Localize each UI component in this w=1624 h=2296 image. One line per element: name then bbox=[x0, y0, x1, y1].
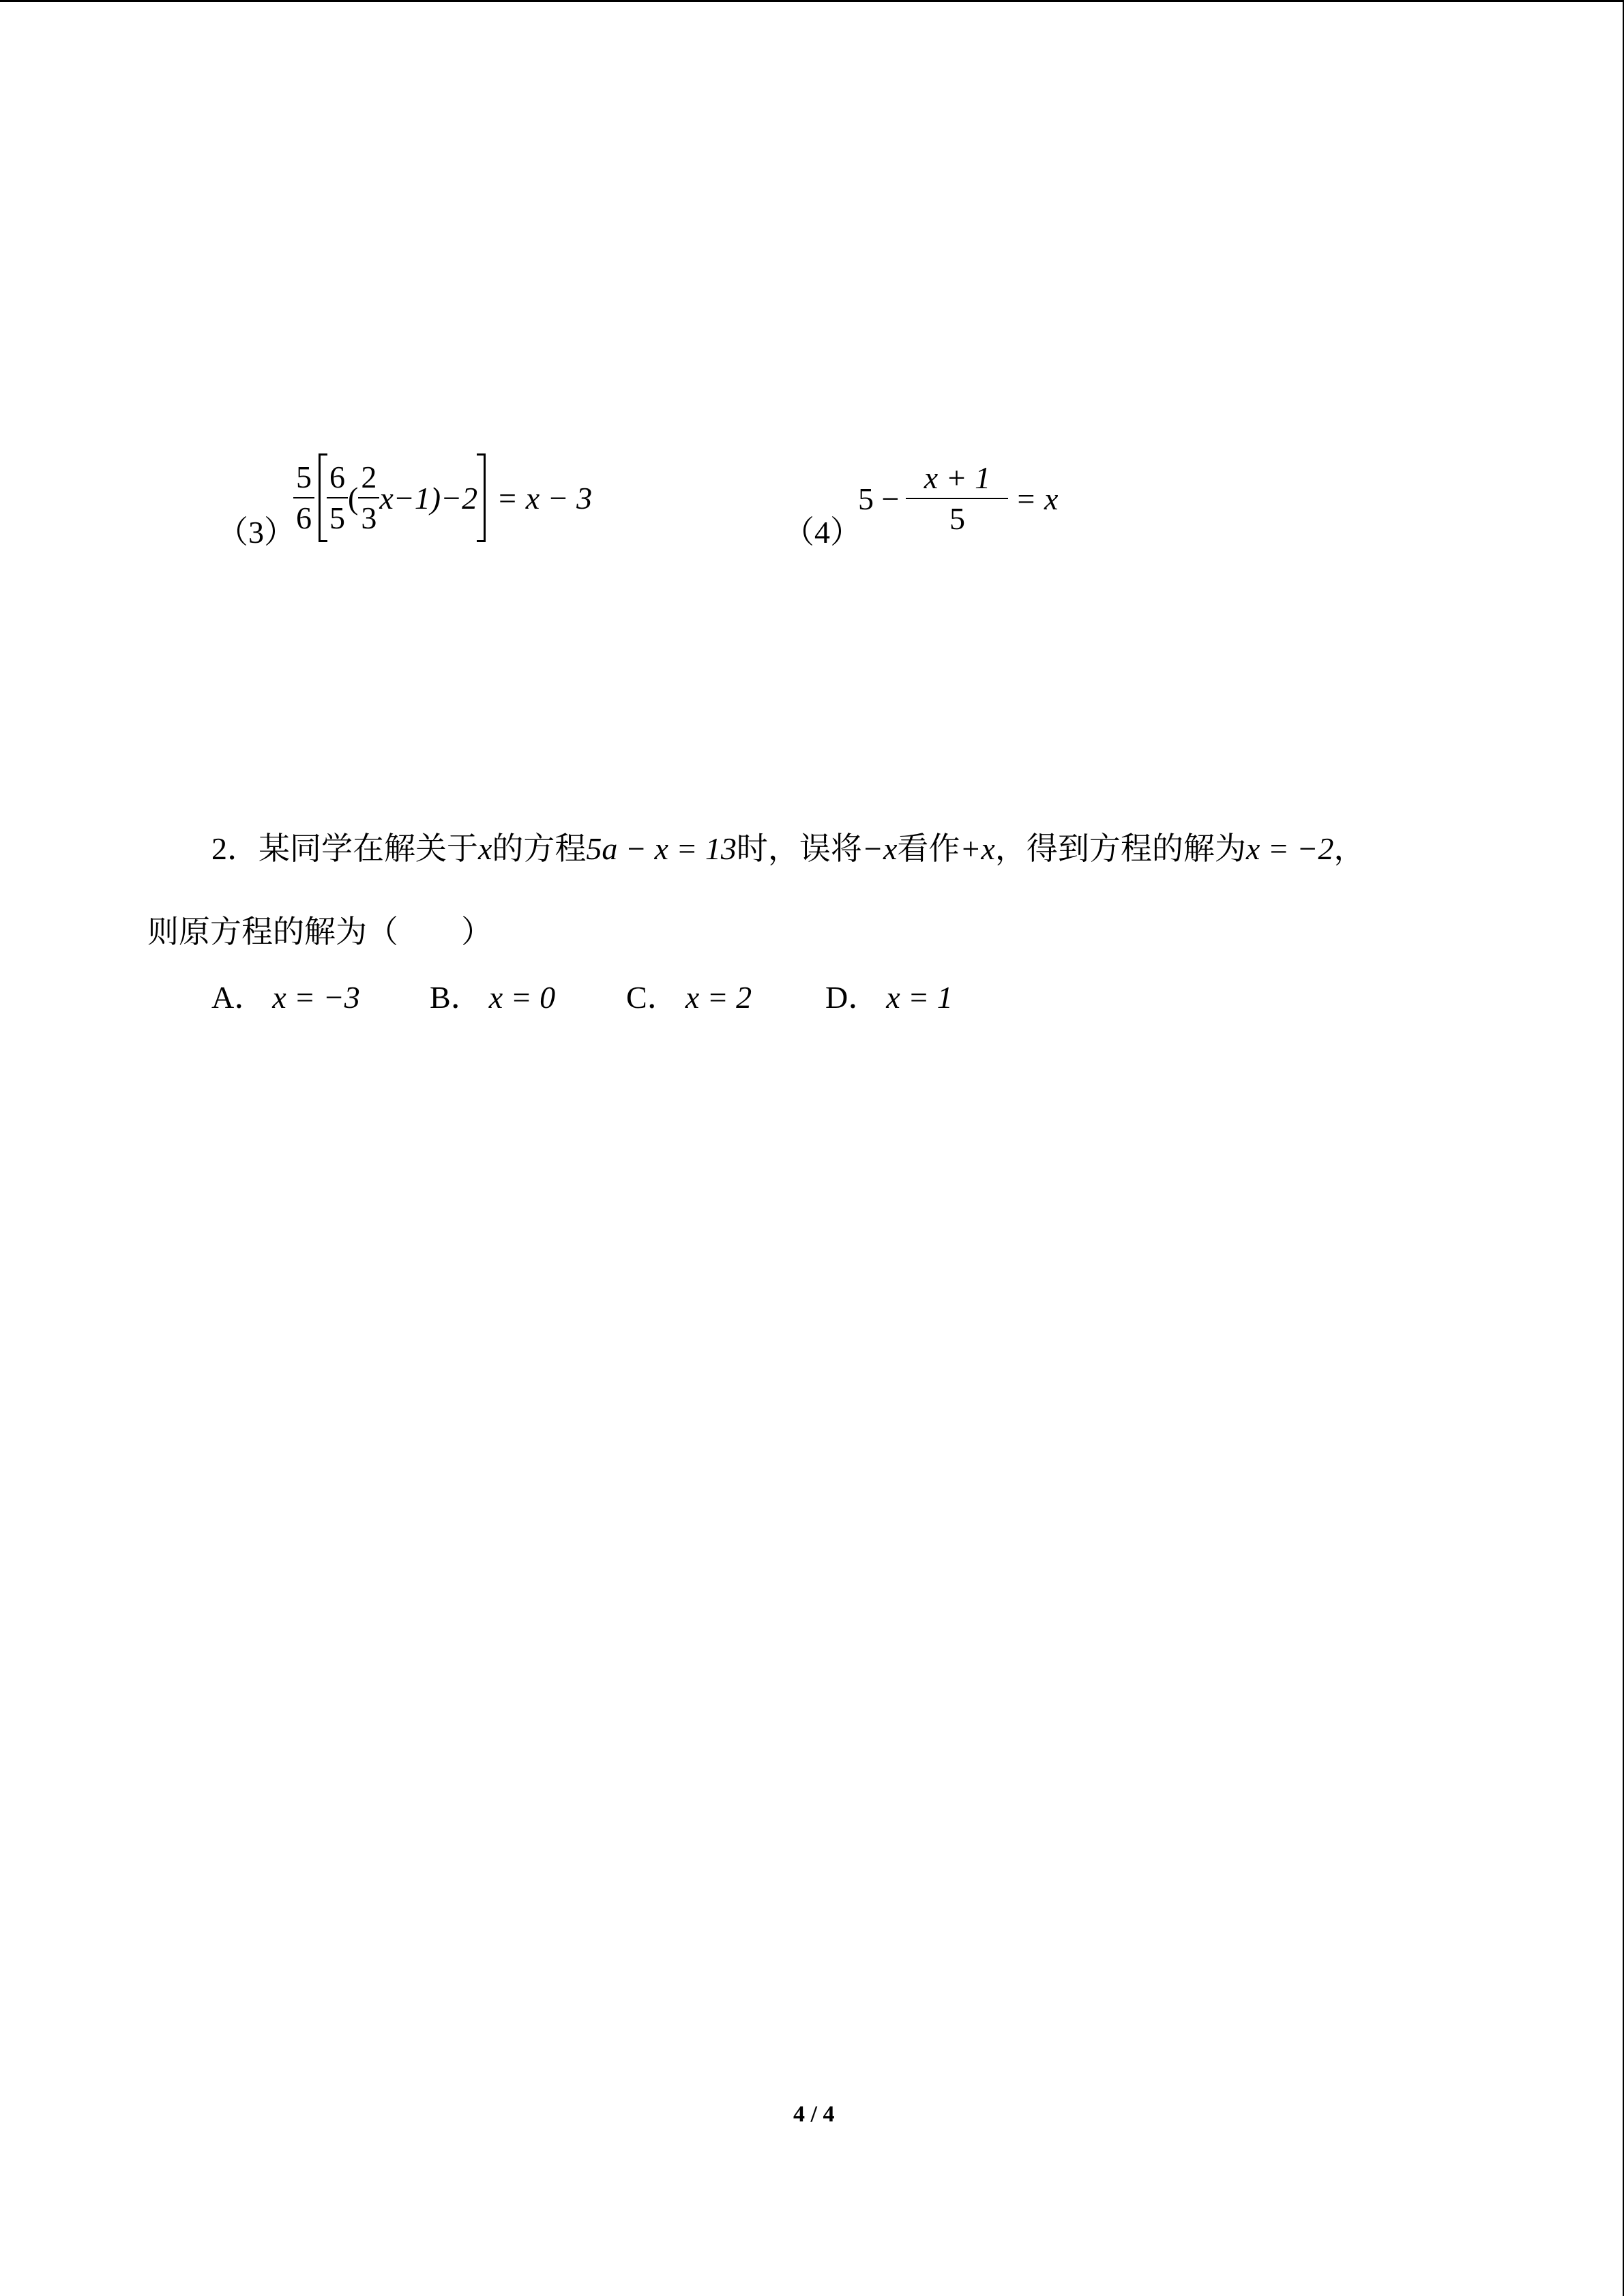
option-a-label: A． bbox=[211, 980, 266, 1015]
option-c-value: x = 2 bbox=[685, 980, 752, 1015]
option-d bbox=[825, 982, 953, 1013]
problem2-line1 bbox=[211, 833, 1365, 865]
option-d-label: D． bbox=[825, 980, 880, 1015]
part3-label: （3） bbox=[217, 515, 295, 550]
part4-fraction: $\frac{x + 1}{5}$ bbox=[906, 462, 1008, 535]
part3-open-paren: ( bbox=[348, 480, 359, 516]
page-number: 4 / 4 bbox=[793, 2102, 835, 2127]
p2-text-5: ，得到方程的解为 bbox=[994, 831, 1246, 866]
part3-frac-six-fifths: $\frac{6}{5}$ bbox=[327, 462, 348, 534]
option-b bbox=[430, 982, 555, 1013]
p2-text-2: 的方程 bbox=[492, 831, 587, 866]
part4-rhs: = x bbox=[1015, 481, 1059, 516]
p2-math-pos-x: +x bbox=[960, 831, 995, 866]
p2-text-6: ， bbox=[1333, 831, 1365, 866]
option-c-label: C． bbox=[626, 980, 679, 1015]
page-top-border bbox=[0, 0, 1624, 2]
p2-text-3: 时，误将 bbox=[736, 831, 862, 866]
part3-rhs: = x − 3 bbox=[497, 480, 593, 516]
option-c bbox=[626, 982, 752, 1013]
option-b-label: B． bbox=[430, 980, 482, 1015]
part3-frac-five-sixths: $\frac{5}{6}$ bbox=[293, 462, 314, 534]
left-bracket bbox=[314, 453, 327, 542]
option-a bbox=[211, 982, 360, 1013]
option-a-value: x = −3 bbox=[272, 980, 360, 1015]
part4-label: （4） bbox=[783, 515, 861, 550]
part3-frac-two-thirds: $\frac{2}{3}$ bbox=[358, 462, 379, 534]
part3-equation bbox=[293, 453, 592, 542]
part4-equation bbox=[858, 462, 1058, 535]
p2-math-neg-x: −x bbox=[861, 831, 898, 866]
problem2-line2: 则原方程的解为（ ） bbox=[147, 914, 492, 949]
option-d-value: x = 1 bbox=[886, 980, 953, 1015]
option-b-value: x = 0 bbox=[488, 980, 556, 1015]
p2-math-x: x bbox=[478, 831, 492, 866]
p2-math-equation: 5a − x = 13 bbox=[586, 831, 737, 866]
p2-text-1: 2．某同学在解关于 bbox=[211, 831, 478, 866]
part4-lead: 5 − bbox=[858, 481, 900, 516]
part3-inner-rest: x−1)−2 bbox=[379, 480, 478, 516]
p2-text-4: 看作 bbox=[897, 831, 960, 866]
right-bracket bbox=[477, 453, 490, 542]
p2-math-solution: x = −2 bbox=[1245, 831, 1334, 866]
